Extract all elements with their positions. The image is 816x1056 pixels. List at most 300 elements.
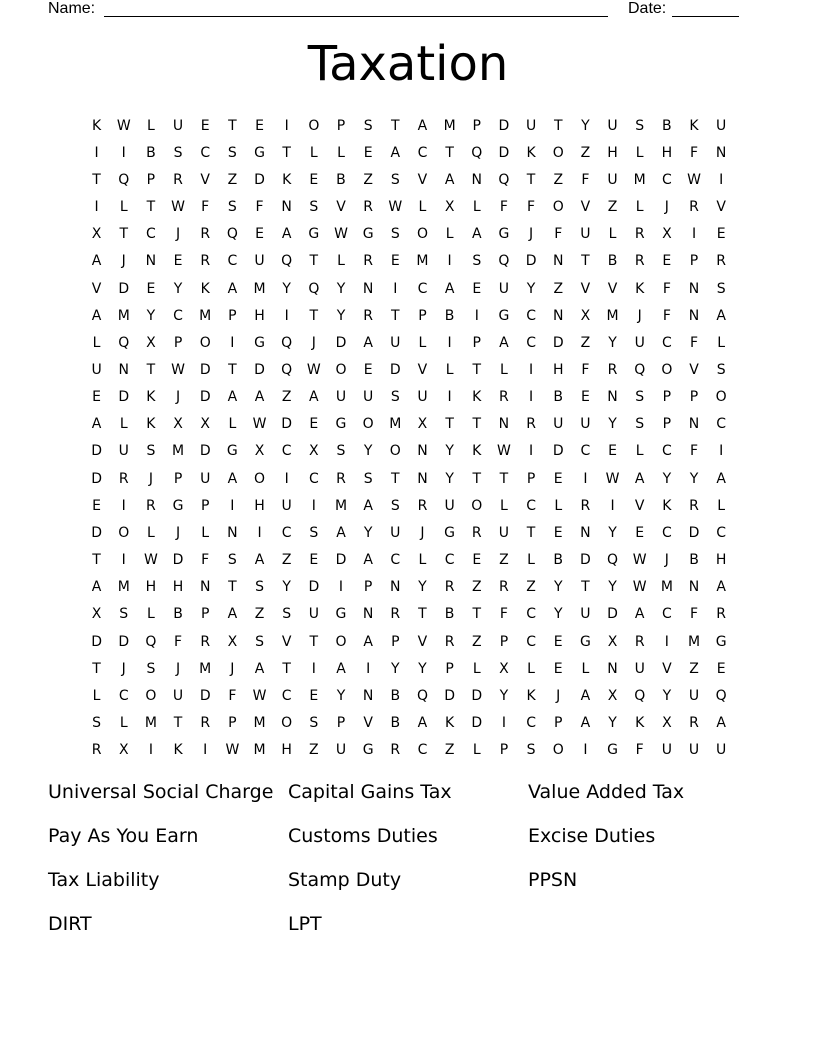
grid-letter: S (255, 579, 264, 596)
grid-letter: T (282, 660, 291, 677)
grid-letter: N (688, 416, 700, 433)
grid-letter: E (255, 226, 264, 243)
grid-letter: T (173, 715, 183, 732)
grid-letter: R (689, 497, 699, 514)
grid-letter: D (172, 552, 184, 569)
grid-letter: N (498, 416, 510, 433)
grid-letter: P (689, 389, 699, 406)
grid-letter: L (119, 715, 128, 732)
grid-letter: U (308, 606, 319, 623)
grid-letter: A (471, 226, 482, 243)
grid-letter: J (529, 226, 534, 243)
grid-letter: Z (444, 742, 455, 759)
grid-letter: Y (608, 416, 617, 433)
grid-letter: I (257, 524, 262, 541)
grid-letter: P (336, 117, 346, 134)
grid-letter: J (311, 334, 316, 351)
word-list-item: Value Added Tax (528, 781, 685, 803)
grid-letter: T (309, 633, 319, 650)
grid-letter: Y (391, 660, 400, 677)
grid-letter: P (228, 307, 237, 324)
grid-letter: I (121, 144, 126, 161)
grid-letter: L (500, 497, 508, 514)
grid-letter: C (417, 742, 428, 759)
grid-letter: D (281, 416, 293, 433)
grid-letter: A (417, 715, 428, 732)
grid-letter: X (662, 226, 672, 243)
grid-letter: R (200, 715, 211, 732)
grid-letter: X (146, 334, 156, 351)
grid-letter: P (526, 470, 536, 487)
grid-letter: F (689, 144, 699, 161)
grid-letter: P (445, 660, 454, 677)
grid-letter: G (172, 497, 184, 514)
grid-letter: Z (553, 171, 564, 188)
grid-letter: P (146, 171, 156, 188)
grid-letter: J (148, 470, 153, 487)
grid-letter: T (92, 552, 101, 569)
grid-letter: T (472, 416, 482, 433)
grid-letter: T (581, 579, 590, 596)
grid-letter: W (252, 687, 267, 704)
grid-letter: N (390, 579, 401, 596)
grid-letter: E (472, 552, 482, 569)
grid-letter: J (175, 226, 181, 243)
grid-letter: S (635, 416, 645, 433)
grid-letter: T (581, 253, 590, 270)
grid-letter: L (119, 199, 128, 216)
grid-letter: P (499, 742, 509, 759)
grid-letter: D (91, 524, 102, 541)
grid-letter: T (499, 470, 509, 487)
grid-letter: L (581, 660, 590, 677)
grid-letter: U (661, 742, 672, 759)
grid-letter: D (199, 389, 211, 406)
grid-letter: Q (715, 687, 727, 704)
grid-letter: Y (608, 524, 617, 541)
grid-letter: P (173, 334, 183, 351)
grid-letter: I (121, 497, 126, 514)
grid-letter: K (526, 144, 536, 161)
grid-letter: D (91, 633, 102, 650)
grid-letter: A (227, 280, 238, 297)
grid-letter: G (362, 742, 374, 759)
name-blank-line (104, 16, 608, 17)
grid-letter: P (472, 117, 481, 134)
grid-letter: Q (498, 253, 510, 270)
grid-letter: E (553, 470, 563, 487)
grid-letter: Q (634, 687, 646, 704)
grid-letter: S (119, 606, 129, 623)
grid-letter: L (527, 660, 535, 677)
grid-letter: A (444, 280, 455, 297)
grid-letter: C (716, 524, 727, 541)
grid-letter: W (334, 226, 348, 243)
grid-letter: E (146, 280, 156, 297)
grid-letter: S (227, 144, 237, 161)
grid-letter: A (634, 470, 645, 487)
grid-letter: R (607, 361, 618, 378)
grid-letter: U (390, 334, 401, 351)
grid-letter: E (200, 117, 210, 134)
grid-letter: C (417, 280, 428, 297)
grid-letter: G (498, 307, 510, 324)
grid-letter: C (390, 552, 401, 569)
grid-letter: S (146, 660, 156, 677)
grid-letter: P (200, 606, 210, 623)
grid-letter: E (255, 117, 264, 134)
grid-letter: S (390, 389, 400, 406)
grid-letter: L (418, 552, 427, 569)
grid-letter: K (635, 280, 645, 297)
grid-letter: T (119, 226, 129, 243)
grid-letter: R (444, 633, 455, 650)
grid-letter: C (173, 307, 183, 324)
grid-letter: Q (118, 334, 130, 351)
grid-letter: X (499, 660, 509, 677)
grid-letter: V (716, 199, 726, 216)
grid-letter: T (309, 307, 319, 324)
grid-letter: C (661, 606, 672, 623)
grid-letter: C (227, 253, 238, 270)
grid-letter: W (143, 552, 158, 569)
grid-letter: T (92, 660, 101, 677)
grid-letter: Q (634, 361, 646, 378)
grid-letter: Y (418, 579, 427, 596)
grid-letter: F (174, 633, 183, 650)
grid-letter: E (662, 253, 672, 270)
grid-letter: V (417, 633, 428, 650)
grid-letter: Q (281, 253, 293, 270)
grid-letter: V (689, 361, 699, 378)
grid-letter: C (716, 416, 727, 433)
grid-letter: N (417, 443, 428, 460)
grid-letter: N (118, 361, 129, 378)
grid-letter: X (309, 443, 319, 460)
grid-letter: I (719, 443, 724, 460)
grid-letter: Z (363, 171, 373, 188)
grid-letter: Y (336, 280, 346, 297)
grid-letter: S (716, 361, 726, 378)
grid-letter: T (526, 171, 536, 188)
grid-letter: C (661, 171, 672, 188)
grid-letter: Z (526, 579, 536, 596)
grid-letter: X (227, 633, 238, 650)
grid-letter: U (580, 416, 591, 433)
grid-letter: Y (581, 117, 590, 134)
grid-letter: U (634, 660, 645, 677)
grid-letter: N (227, 524, 238, 541)
grid-letter: W (252, 416, 267, 433)
grid-letter: R (634, 633, 645, 650)
grid-letter: I (583, 470, 588, 487)
grid-letter: E (309, 416, 319, 433)
word-list-item: Universal Social Charge (48, 781, 274, 803)
grid-letter: R (417, 497, 428, 514)
grid-letter: V (336, 199, 346, 216)
grid-letter: L (717, 497, 726, 514)
grid-letter: I (284, 470, 289, 487)
grid-letter: Y (662, 687, 672, 704)
grid-letter: D (471, 687, 483, 704)
grid-letter: R (336, 470, 346, 487)
word-list (48, 778, 768, 954)
grid-letter: A (363, 633, 373, 650)
grid-letter: Y (146, 307, 156, 324)
grid-letter: L (635, 144, 644, 161)
grid-letter: I (501, 715, 506, 732)
grid-letter: L (554, 497, 563, 514)
grid-letter: G (362, 226, 374, 243)
grid-letter: A (91, 253, 102, 270)
grid-letter: C (526, 715, 536, 732)
grid-letter: G (579, 633, 591, 650)
grid-letter: I (529, 361, 534, 378)
grid-letter: A (309, 389, 319, 406)
grid-letter: S (635, 389, 645, 406)
grid-letter: I (529, 443, 534, 460)
grid-letter: M (660, 579, 673, 596)
grid-letter: Q (145, 633, 157, 650)
grid-letter: B (689, 552, 699, 569)
grid-letter: F (689, 606, 699, 623)
grid-letter: R (689, 715, 699, 732)
grid-letter: M (144, 715, 157, 732)
grid-letter: Z (309, 742, 319, 759)
grid-letter: N (552, 253, 564, 270)
grid-letter: R (580, 497, 591, 514)
grid-letter: T (282, 144, 291, 161)
word-search-grid (83, 112, 735, 764)
grid-letter: D (254, 361, 265, 378)
grid-letter: U (172, 117, 184, 134)
grid-letter: N (362, 606, 374, 623)
grid-letter: F (689, 443, 699, 460)
grid-letter: V (417, 171, 428, 188)
grid-letter: A (281, 226, 292, 243)
grid-letter: J (175, 524, 181, 541)
grid-letter: A (227, 606, 238, 623)
grid-letter: E (716, 226, 726, 243)
grid-letter: D (389, 361, 401, 378)
grid-letter: U (335, 742, 347, 759)
grid-letter: F (554, 226, 563, 243)
grid-letter: A (91, 579, 102, 596)
grid-letter: K (282, 171, 292, 188)
grid-letter: H (607, 144, 618, 161)
grid-letter: E (92, 497, 101, 514)
grid-letter: Q (118, 171, 130, 188)
grid-letter: A (363, 334, 373, 351)
grid-letter: I (719, 171, 724, 188)
grid-letter: N (362, 687, 374, 704)
grid-letter: A (254, 660, 265, 677)
grid-letter: E (580, 389, 590, 406)
grid-letter: J (420, 524, 425, 541)
grid-letter: S (363, 117, 373, 134)
grid-letter: T (228, 117, 237, 134)
grid-letter: G (308, 226, 320, 243)
grid-letter: Q (607, 552, 619, 569)
grid-letter: U (634, 334, 645, 351)
grid-letter: U (200, 470, 211, 487)
grid-letter: O (661, 361, 673, 378)
grid-letter: H (715, 552, 727, 569)
grid-letter: U (716, 117, 727, 134)
grid-letter: U (607, 171, 618, 188)
grid-letter: C (661, 524, 672, 541)
grid-letter: H (254, 497, 265, 514)
grid-letter: N (580, 524, 591, 541)
grid-letter: B (662, 117, 672, 134)
grid-letter: N (688, 280, 700, 297)
grid-letter: P (418, 307, 427, 324)
grid-letter: F (228, 687, 237, 704)
grid-letter: I (311, 660, 316, 677)
grid-letter: V (417, 361, 428, 378)
date-label: Date: (628, 0, 667, 17)
grid-letter: Y (526, 280, 536, 297)
grid-letter: O (552, 199, 564, 216)
grid-letter: P (336, 715, 346, 732)
grid-letter: T (418, 606, 427, 623)
grid-letter: Z (227, 171, 238, 188)
grid-letter: N (281, 199, 292, 216)
grid-letter: L (527, 552, 535, 569)
grid-letter: V (634, 497, 645, 514)
grid-letter: T (92, 171, 101, 188)
grid-letter: A (91, 307, 102, 324)
grid-letter: Y (363, 443, 373, 460)
grid-letter: K (662, 497, 672, 514)
grid-letter: S (309, 524, 319, 541)
grid-letter: H (254, 307, 265, 324)
grid-letter: W (306, 361, 321, 378)
grid-letter: A (227, 389, 238, 406)
grid-letter: X (662, 715, 672, 732)
grid-letter: C (661, 443, 672, 460)
grid-letter: A (336, 524, 346, 541)
grid-letter: E (390, 253, 400, 270)
name-label: Name: (48, 0, 96, 17)
grid-letter: T (391, 307, 400, 324)
grid-letter: B (444, 606, 455, 623)
grid-letter: Z (580, 334, 591, 351)
grid-letter: Z (499, 552, 509, 569)
grid-letter: Q (281, 361, 293, 378)
grid-letter: L (146, 524, 155, 541)
grid-letter: D (91, 443, 102, 460)
grid-letter: S (146, 443, 156, 460)
grid-letter: F (635, 742, 644, 759)
grid-letter: T (472, 470, 482, 487)
grid-letter: Y (336, 307, 346, 324)
grid-letter: A (336, 660, 346, 677)
grid-letter: F (662, 307, 671, 324)
grid-letter: M (389, 416, 402, 433)
grid-letter: Y (499, 687, 509, 704)
grid-letter: E (363, 144, 373, 161)
grid-letter: R (716, 606, 727, 623)
grid-letter: V (580, 280, 591, 297)
grid-letter: U (335, 389, 347, 406)
grid-letter: P (662, 389, 672, 406)
grid-letter: I (284, 117, 289, 134)
grid-letter: F (581, 361, 590, 378)
grid-letter: K (146, 416, 156, 433)
grid-letter: D (199, 443, 211, 460)
grid-letter: M (687, 633, 701, 650)
grid-letter: K (173, 742, 183, 759)
grid-letter: O (715, 389, 727, 406)
grid-letter: E (553, 524, 563, 541)
grid-letter: D (118, 389, 130, 406)
grid-letter: S (173, 144, 183, 161)
grid-letter: D (552, 443, 564, 460)
grid-letter: A (390, 144, 401, 161)
word-list-item: Tax Liability (48, 869, 160, 891)
grid-letter: O (308, 117, 320, 134)
grid-letter: X (173, 416, 183, 433)
grid-letter: Z (580, 144, 591, 161)
grid-letter: X (200, 416, 210, 433)
grid-letter: P (554, 715, 563, 732)
grid-letter: S (635, 117, 645, 134)
grid-letter: R (499, 579, 509, 596)
grid-letter: D (199, 687, 211, 704)
grid-letter: U (281, 497, 292, 514)
grid-letter: L (635, 199, 644, 216)
grid-letter: D (688, 524, 700, 541)
grid-letter: N (417, 470, 428, 487)
grid-letter: F (255, 199, 264, 216)
grid-letter: O (362, 416, 374, 433)
grid-letter: L (228, 416, 237, 433)
grid-letter: L (445, 226, 454, 243)
grid-letter: D (552, 334, 564, 351)
grid-letter: H (661, 144, 673, 161)
grid-letter: I (338, 579, 344, 596)
grid-letter: C (281, 524, 292, 541)
grid-letter: M (253, 742, 266, 759)
word-list-item: Pay As You Earn (48, 825, 199, 847)
grid-letter: V (607, 280, 618, 297)
grid-letter: S (390, 226, 400, 243)
grid-letter: D (335, 334, 347, 351)
grid-letter: J (175, 660, 181, 677)
grid-letter: Y (445, 470, 454, 487)
grid-letter: R (363, 307, 373, 324)
grid-letter: F (499, 606, 508, 623)
grid-letter: A (227, 470, 238, 487)
grid-letter: U (525, 117, 537, 134)
grid-letter: J (121, 660, 126, 677)
grid-letter: S (282, 606, 292, 623)
grid-letter: V (281, 633, 292, 650)
grid-letter: C (281, 443, 292, 460)
grid-letter: A (363, 497, 373, 514)
grid-letter: G (715, 633, 727, 650)
grid-letter: N (362, 280, 374, 297)
grid-letter: I (203, 742, 208, 759)
grid-letter: L (92, 687, 101, 704)
grid-letter: I (284, 307, 289, 324)
grid-letter: A (91, 416, 102, 433)
grid-letter: T (445, 416, 454, 433)
grid-letter: Y (336, 687, 346, 704)
grid-letter: J (175, 389, 181, 406)
grid-letter: R (118, 470, 129, 487)
